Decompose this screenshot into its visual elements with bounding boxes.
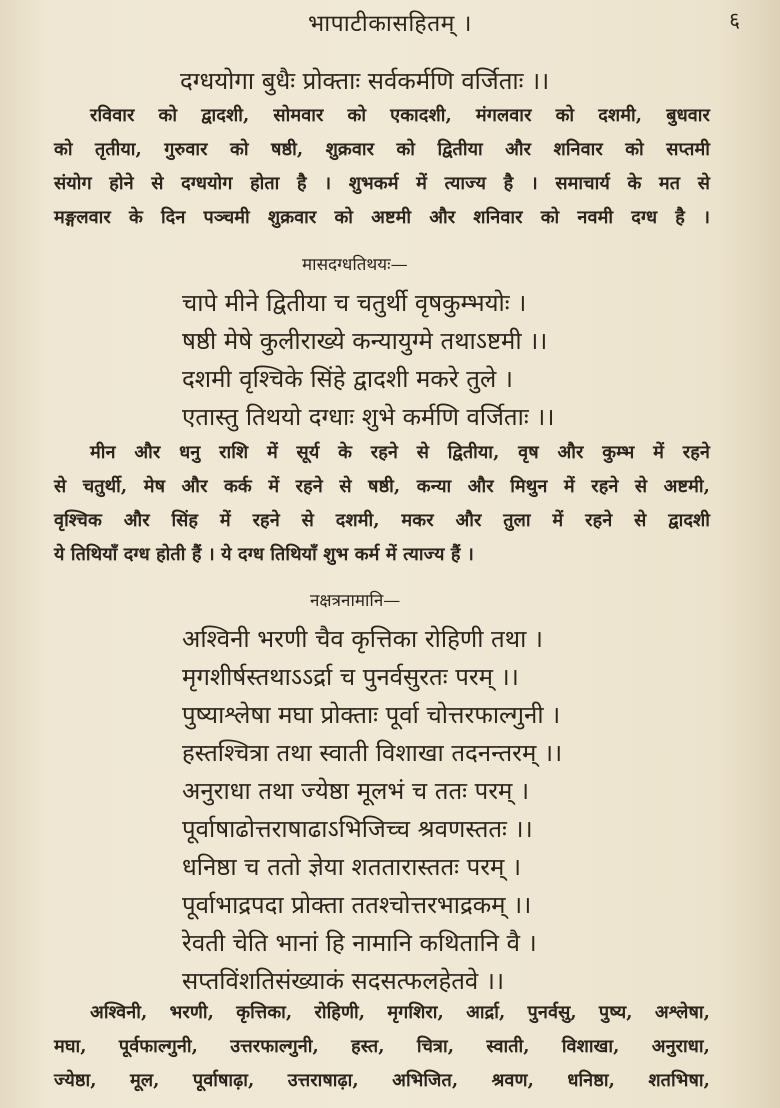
verse-line: एतास्तु तिथयो दग्धाः शुभे कर्मणि वर्जिताः ।।	[182, 403, 555, 431]
prose-line: से चतुर्थी, मेष और कर्क में रहने से षष्ठी, कन्या और मिथुन में रहने से अष्टमी,	[54, 476, 710, 497]
verse-line: धनिष्ठा च ततो ज्ञेया शततारास्ततः परम् ।	[182, 853, 522, 881]
running-title: भापाटीकासहितम् ।	[308, 11, 472, 37]
page-header	[0, 6, 780, 40]
verse-line: अश्विनी भरणी चैव कृत्तिका रोहिणी तथा ।	[182, 625, 544, 653]
verse-line: षष्ठी मेषे कुलीराख्ये कन्यायुग्मे तथाऽष्टमी ।।	[182, 327, 548, 355]
verse-line: अनुराधा तथा ज्येष्ठा मूलभं च ततः परम् ।	[182, 777, 530, 805]
verse-line: रेवती चेति भानां हि नामानि कथितानि वै ।	[182, 929, 537, 957]
prose-line: मघा, पूर्वफाल्गुनी, उत्तरफाल्गुनी, हस्त, चित्रा, स्वाती, विशाखा, अनुराधा,	[54, 1036, 710, 1057]
verse-line: पूर्वाभाद्रपदा प्रोक्ता ततश्चोत्तरभाद्रकम् ।।	[182, 891, 532, 919]
prose-line: को तृतीया, गुरुवार को षष्ठी, शुक्रवार को द्वितीया और शनिवार को सप्तमी	[54, 139, 710, 160]
prose-line: ये तिथियाँ दग्ध होती हैं । ये दग्ध तिथियाँ शुभ कर्म में त्याज्य हैं ।	[54, 544, 474, 565]
prose-line: मीन और धनु राशि में सूर्य के रहने से द्वितीया, वृष और कुम्भ में रहने	[90, 442, 710, 463]
prose-line: वृश्चिक और सिंह में रहने से दशमी, मकर और तुला में रहने से द्वादशी	[54, 510, 710, 531]
prose-line: ज्येष्ठा, मूल, पूर्वाषाढ़ा, उत्तराषाढ़ा, अभिजित, श्रवण, धनिष्ठा, शतभिषा,	[54, 1070, 710, 1091]
verse-line: सप्तविंशतिसंख्याकं सदसत्फलहेतवे ।।	[182, 967, 505, 995]
verse-line: पूर्वाषाढोत्तराषाढाऽभिजिच्च श्रवणस्ततः ।।	[182, 815, 533, 843]
prose-line: मङ्गलवार के दिन पञ्चमी शुक्रवार को अष्टमी और शनिवार को नवमी दग्ध है ।	[54, 207, 710, 228]
prose-line: रविवार को द्वादशी, सोमवार को एकादशी, मंगलवार को दशमी, बुधवार	[90, 105, 710, 126]
verse-line: चापे मीने द्वितीया च चतुर्थी वृषकुम्भयोः ।	[182, 289, 527, 317]
section-heading-nakshatra: नक्षत्रनामानि—	[310, 591, 401, 611]
verse-line-dagdha-yoga: दग्धयोगा बुधैः प्रोक्ताः सर्वकर्मणि वर्जिताः ।।	[180, 67, 550, 95]
section-heading-masa-dagdha: मासदग्धतिथयः—	[302, 255, 408, 275]
prose-line: संयोग होने से दग्धयोग होता है । शुभकर्म में त्याज्य है । समाचार्य के मत से	[54, 173, 710, 194]
page-number: ६	[729, 8, 740, 32]
verse-line: पुष्याश्लेषा मघा प्रोक्ताः पूर्वा चोत्तरफाल्गुनी ।	[182, 701, 561, 729]
verse-line: दशमी वृश्चिके सिंहे द्वादशी मकरे तुले ।	[182, 365, 513, 393]
verse-line: हस्तश्चित्रा तथा स्वाती विशाखा तदनन्तरम् ।।	[182, 739, 563, 767]
verse-line: मृगशीर्षस्तथाऽऽर्द्रा च पुनर्वसुरतः परम् ।।	[182, 663, 519, 691]
prose-line: अश्विनी, भरणी, कृत्तिका, रोहिणी, मृगशिरा, आर्द्रा, पुनर्वसु, पुष्य, अश्लेषा,	[90, 1002, 710, 1023]
